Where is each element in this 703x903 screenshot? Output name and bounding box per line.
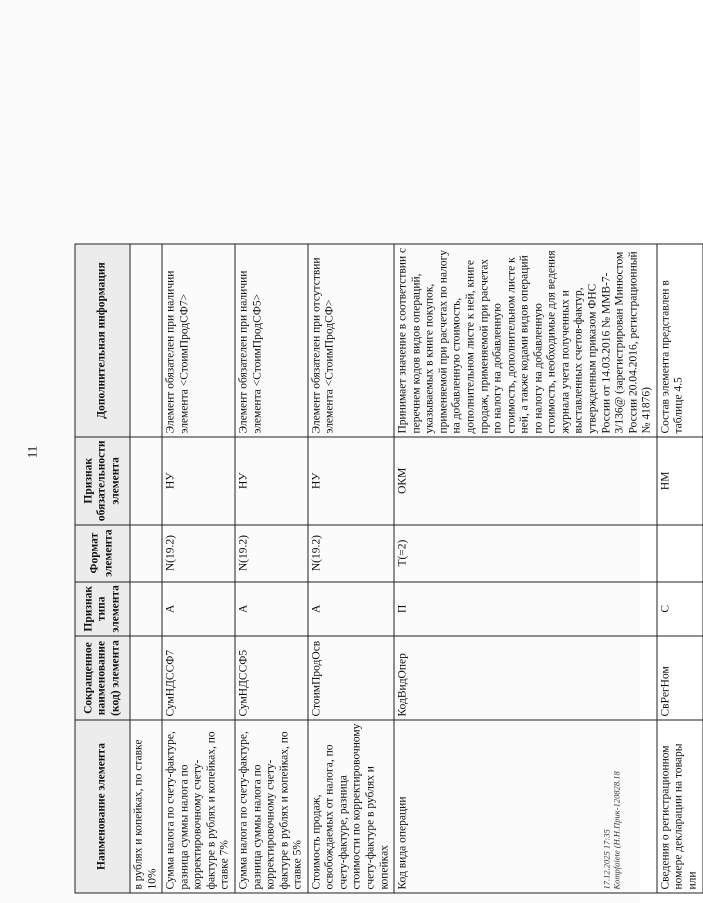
cell-format: N(19.2) [162, 524, 235, 581]
cell-type: А [307, 581, 393, 635]
cell-format [656, 524, 702, 581]
cell-info: Принимает значение в соответствии с перечнем кодов видов операций, указываемых в книге покупок, применяемой при расчетах по налогу на добавленную стоимость, дополнительном листе к ней, книге продаж, применяемой при расчетах по налогу на добавленную стоимость, дополнительном листе к ней, а также кодами видов операций по налогу на добавленную стоимость, необходимые для ведения журнала учета полученных и выставленных счетов-фактур, утвержденным приказом ФНС России от 14.03.2016 № ММВ-7-3/136@ (зарегистрирован Минюстом России 20.04.2016, регистрационный № 41876) [394, 244, 657, 437]
cell-required: НУ [307, 437, 393, 525]
cell-type [130, 581, 162, 635]
cell-required [130, 437, 162, 525]
cell-info: Состав элемента представлен в таблице 4.5 [656, 244, 702, 437]
cell-code: КодВидОпер [394, 636, 657, 720]
cell-name: в рублях и копейках, по ставке 10% [130, 720, 162, 893]
cell-required: НУ [234, 437, 307, 525]
cell-info [130, 244, 162, 437]
cell-type: П [394, 581, 657, 635]
cell-code: СумНДССФ7 [162, 636, 235, 720]
cell-required: НУ [162, 437, 235, 525]
table-row [162, 244, 235, 893]
cell-info: Элемент обязателен при отсутствии элемента <СтоимПродСФ> [307, 244, 393, 437]
cell-format: N(19.2) [307, 524, 393, 581]
cell-type: А [162, 581, 235, 635]
page-number: 11 [24, 445, 39, 458]
header-required: Признак обязательности элемента [75, 437, 130, 525]
cell-name: Стоимость продаж, освобождаемых от налога, по счету-фактуре, разница стоимости по корректировочному счету-фактуре в рублях и копейках [307, 720, 393, 893]
cell-code: СвРегНом [656, 636, 702, 720]
cell-code: СумНДССФ5 [234, 636, 307, 720]
table-row [234, 244, 307, 893]
footer-datetime: 17.12.2025 17:35 [601, 828, 611, 889]
header-code: Сокращенное наименование (код) элемента [75, 636, 130, 720]
cell-name: Код вида операции [394, 720, 657, 893]
cell-format: T(=2) [394, 524, 657, 581]
cell-name: Сведения о регистрационном номере декларации на товары или [656, 720, 702, 893]
table-row [307, 244, 393, 893]
table-header-row [75, 244, 130, 893]
cell-name: Сумма налога по счету-фактуре, разница суммы налога по корректировочному счету-фактуре в рублях и копейках, по ставке 7% [162, 720, 235, 893]
cell-format: N(19.2) [234, 524, 307, 581]
cell-info: Элемент обязателен при наличии элемента <СтоимПродСФ7> [162, 244, 235, 437]
header-info: Дополнительная информация [75, 244, 130, 437]
cell-code [130, 636, 162, 720]
header-name: Наименование элемента [75, 720, 130, 893]
header-format: Формат элемента [75, 524, 130, 581]
table-row [130, 244, 162, 893]
cell-format [130, 524, 162, 581]
cell-info: Элемент обязателен при наличии элемента <СтоимПродСФ5> [234, 244, 307, 437]
cell-code: СтоимПродОсв [307, 636, 393, 720]
cell-type: А [234, 581, 307, 635]
footer-stamp [602, 771, 622, 889]
cell-name: Сумма налога по счету-фактуре, разница суммы налога по корректировочному счету-фактуре в рублях и копейках, по ставке 5% [234, 720, 307, 893]
table-row [656, 244, 702, 893]
cell-required: НМ [656, 437, 702, 525]
header-type: Признак типа элемента [75, 581, 130, 635]
footer-document-ref: Kompfaiete (Н.Н.Прик-120828.18 [610, 770, 621, 889]
cell-type: С [656, 581, 702, 635]
cell-required: ОКМ [394, 437, 657, 525]
